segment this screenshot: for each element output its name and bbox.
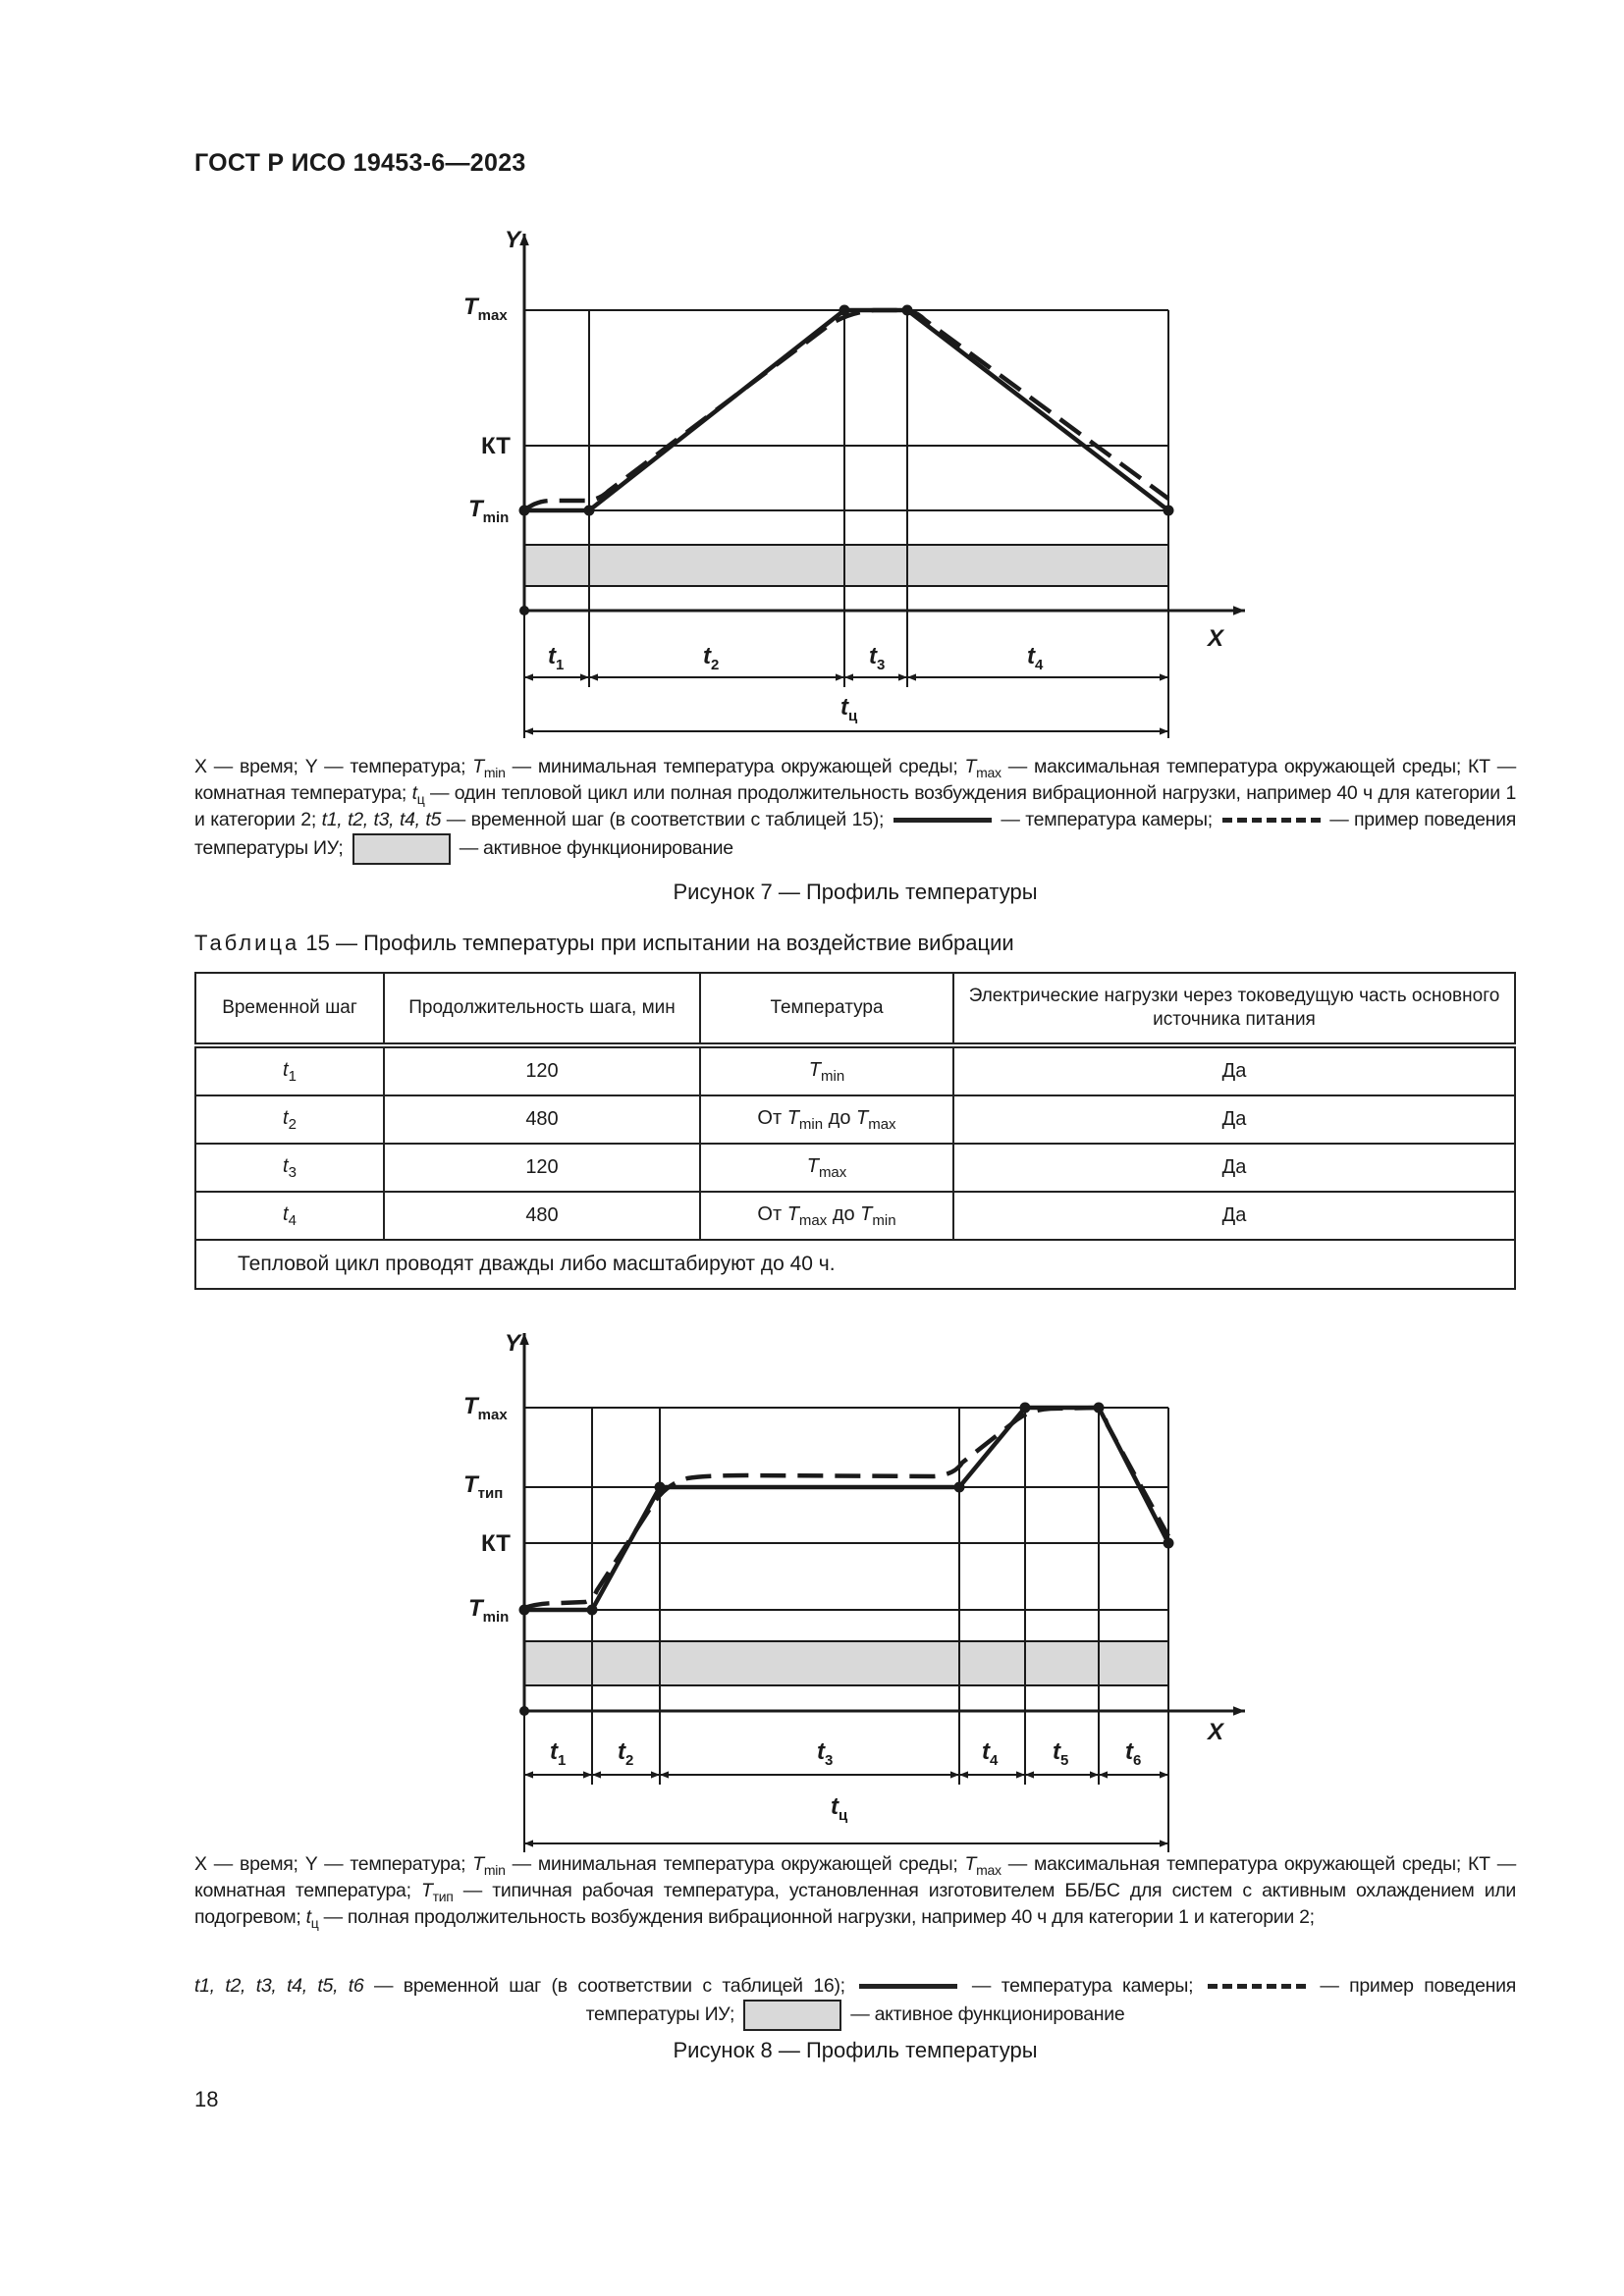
step-label-t3: $t_3$ bbox=[817, 1738, 834, 1769]
tmin-label: $T_{min}$ bbox=[468, 496, 510, 526]
legend-text: — температура камеры; bbox=[995, 809, 1218, 830]
header-cell: Временной шаг bbox=[195, 973, 384, 1045]
legend-text: T bbox=[472, 1853, 484, 1875]
temperature-cell: От $T_{min}$ до $T_{max}$ bbox=[700, 1095, 953, 1144]
legend-text: min bbox=[483, 1861, 506, 1878]
load-cell: Да bbox=[953, 1192, 1515, 1240]
legend-text: t bbox=[305, 1906, 311, 1928]
legend-text: — активное функционирование bbox=[845, 2003, 1125, 2026]
duration-cell: 480 bbox=[384, 1192, 700, 1240]
dashed-line-swatch-icon bbox=[1222, 818, 1321, 823]
legend-steps: t1, t2, t3, t4, t5, t6 bbox=[194, 1975, 364, 1997]
legend-text: тип bbox=[432, 1888, 454, 1904]
legend-text: — пример поведения температуры ИУ; bbox=[194, 809, 1517, 860]
active-operation-band bbox=[524, 1641, 1168, 1685]
legend-text: — полная продолжительность возбуждения вибрационной нагрузки, например 40 ч для категории 1 и категории 2; bbox=[318, 1906, 1315, 1928]
figure-8-legend-symbols bbox=[194, 1973, 1516, 2031]
legend-text: T bbox=[964, 1853, 977, 1875]
load-cell: Да bbox=[953, 1095, 1515, 1144]
step-label-t2: $t_2$ bbox=[703, 643, 720, 673]
table-header-row bbox=[195, 973, 1515, 1045]
x-axis-label: X bbox=[1208, 1719, 1224, 1745]
step-label-t2: $t_2$ bbox=[618, 1738, 634, 1769]
document-header: ГОСТ Р ИСО 19453-6—2023 bbox=[194, 149, 526, 177]
gray-box-swatch-icon bbox=[352, 833, 451, 865]
legend-text: max bbox=[976, 1861, 1001, 1878]
dut-temperature-curve bbox=[524, 1408, 1168, 1608]
tmax-label: $T_{max}$ bbox=[463, 294, 508, 324]
legend-text: X — время; Y — температура; bbox=[194, 1853, 473, 1875]
table-row bbox=[195, 1045, 1515, 1095]
room-temperature-label: КТ bbox=[481, 1530, 511, 1557]
legend-text: — температура камеры; bbox=[961, 1975, 1204, 1997]
room-temperature-label: КТ bbox=[481, 433, 511, 459]
figure-7 bbox=[463, 227, 1245, 738]
figure-8-legend-definitions bbox=[194, 1851, 1516, 1931]
duration-cell: 480 bbox=[384, 1095, 700, 1144]
table-row bbox=[195, 1095, 1515, 1144]
figure-7-caption: Рисунок 7 — Профиль температуры bbox=[673, 880, 1038, 904]
table-row bbox=[195, 1192, 1515, 1240]
x-axis-label: X bbox=[1208, 625, 1224, 652]
legend-text: — временной шаг (в соответствии с таблицей 16); bbox=[363, 1975, 856, 1997]
dut-temperature-curve bbox=[524, 310, 1168, 510]
step-label-t1: $t_1$ bbox=[550, 1738, 567, 1769]
table-footer-row bbox=[195, 1240, 1515, 1289]
legend-text: — минимальная температура окружающей среды; bbox=[505, 1853, 965, 1875]
step-cell: $t_1$ bbox=[195, 1045, 384, 1095]
legend-text: — временной шаг (в соответствии с таблицей 15); bbox=[441, 809, 885, 830]
legend-text: max bbox=[976, 764, 1001, 780]
legend-text: — один тепловой цикл или полная продолжительность возбуждения вибрационной нагрузки, например 40 ч для категории 1 и категории 2; bbox=[194, 782, 1516, 830]
legend-steps: t1, t2, t3, t4, t5 bbox=[321, 809, 442, 830]
figure-8 bbox=[463, 1330, 1245, 1852]
legend-text: — минимальная температура окружающей среды; bbox=[505, 756, 965, 777]
figure-8-caption: Рисунок 8 — Профиль температуры bbox=[673, 2038, 1038, 2062]
page-number: 18 bbox=[194, 2087, 219, 2111]
legend-text: T bbox=[420, 1880, 433, 1901]
cycle-label: $t_ц$ bbox=[831, 1793, 848, 1824]
step-cell: $t_3$ bbox=[195, 1144, 384, 1192]
header-cell: Температура bbox=[700, 973, 953, 1045]
origin-dot bbox=[519, 1706, 529, 1716]
curve-points bbox=[519, 1403, 1174, 1616]
chamber-temperature-curve bbox=[524, 1408, 1168, 1610]
temperature-cell: $T_{min}$ bbox=[700, 1045, 953, 1095]
legend-text: ц bbox=[416, 790, 425, 807]
table-footnote: Тепловой цикл проводят дважды либо масштабируют до 40 ч. bbox=[195, 1240, 1515, 1289]
solid-line-swatch-icon bbox=[893, 818, 992, 823]
step-label-t4: $t_4$ bbox=[1027, 643, 1044, 673]
solid-line-swatch-icon bbox=[859, 1984, 957, 1989]
cycle-label: $t_ц$ bbox=[840, 694, 858, 724]
header-cell: Электрические нагрузки через токоведущую часть основного источника питания bbox=[953, 973, 1515, 1045]
legend-text: t bbox=[411, 782, 417, 804]
step-label-t4: $t_4$ bbox=[982, 1738, 999, 1769]
load-cell: Да bbox=[953, 1144, 1515, 1192]
temperature-cell: От $T_{max}$ до $T_{min}$ bbox=[700, 1192, 953, 1240]
step-label-t1: $t_1$ bbox=[548, 643, 565, 673]
active-operation-band bbox=[524, 545, 1168, 586]
legend-text: min bbox=[483, 764, 506, 780]
figure-7-legend bbox=[194, 754, 1516, 865]
ttyp-label: $T_{тип}$ bbox=[463, 1471, 504, 1502]
duration-cell: 120 bbox=[384, 1144, 700, 1192]
grid-lines bbox=[524, 310, 1168, 738]
step-label-t6: $t_6$ bbox=[1125, 1738, 1142, 1769]
gray-box-swatch-icon bbox=[743, 2000, 841, 2031]
dashed-line-swatch-icon bbox=[1208, 1984, 1306, 1989]
legend-text: — активное функционирование bbox=[454, 837, 733, 860]
step-label-t3: $t_3$ bbox=[869, 643, 886, 673]
step-cell: $t_2$ bbox=[195, 1095, 384, 1144]
legend-text: — пример поведения температуры ИУ; bbox=[585, 1975, 1517, 2026]
origin-dot bbox=[519, 606, 529, 615]
temperature-cell: $T_{max}$ bbox=[700, 1144, 953, 1192]
step-cell: $t_4$ bbox=[195, 1192, 384, 1240]
legend-text: T bbox=[472, 756, 484, 777]
table-15-caption bbox=[194, 931, 1014, 956]
legend-text: T bbox=[964, 756, 977, 777]
step-label-t5: $t_5$ bbox=[1053, 1738, 1069, 1769]
tmax-label: $T_{max}$ bbox=[463, 1393, 508, 1423]
legend-text: — типичная рабочая температура, установленная изготовителем ББ/БС для систем с активным охлаждением или подогревом; bbox=[194, 1880, 1516, 1928]
header-cell: Продолжительность шага, мин bbox=[384, 973, 700, 1045]
table-15 bbox=[194, 972, 1516, 1290]
table-row bbox=[195, 1144, 1515, 1192]
load-cell: Да bbox=[953, 1045, 1515, 1095]
tmin-label: $T_{min}$ bbox=[468, 1595, 510, 1626]
step-labels bbox=[548, 643, 1044, 724]
step-labels bbox=[550, 1738, 1141, 1824]
duration-cell: 120 bbox=[384, 1045, 700, 1095]
legend-text: — максимальная температура окружающей среды; КТ — комнатная температура; bbox=[194, 1853, 1516, 1901]
legend-text: X — время; Y — температура; bbox=[194, 756, 473, 777]
legend-text: ц bbox=[310, 1914, 319, 1931]
legend-text: — максимальная температура окружающей среды; КТ — комнатная температура; bbox=[194, 756, 1516, 804]
chamber-temperature-curve bbox=[524, 310, 1168, 510]
table-caption-prefix: Таблица bbox=[194, 931, 300, 955]
table-caption-title: 15 — Профиль температуры при испытании на воздействие вибрации bbox=[299, 931, 1014, 955]
y-axis-label: Y bbox=[505, 227, 521, 253]
y-axis-label: Y bbox=[505, 1330, 521, 1357]
